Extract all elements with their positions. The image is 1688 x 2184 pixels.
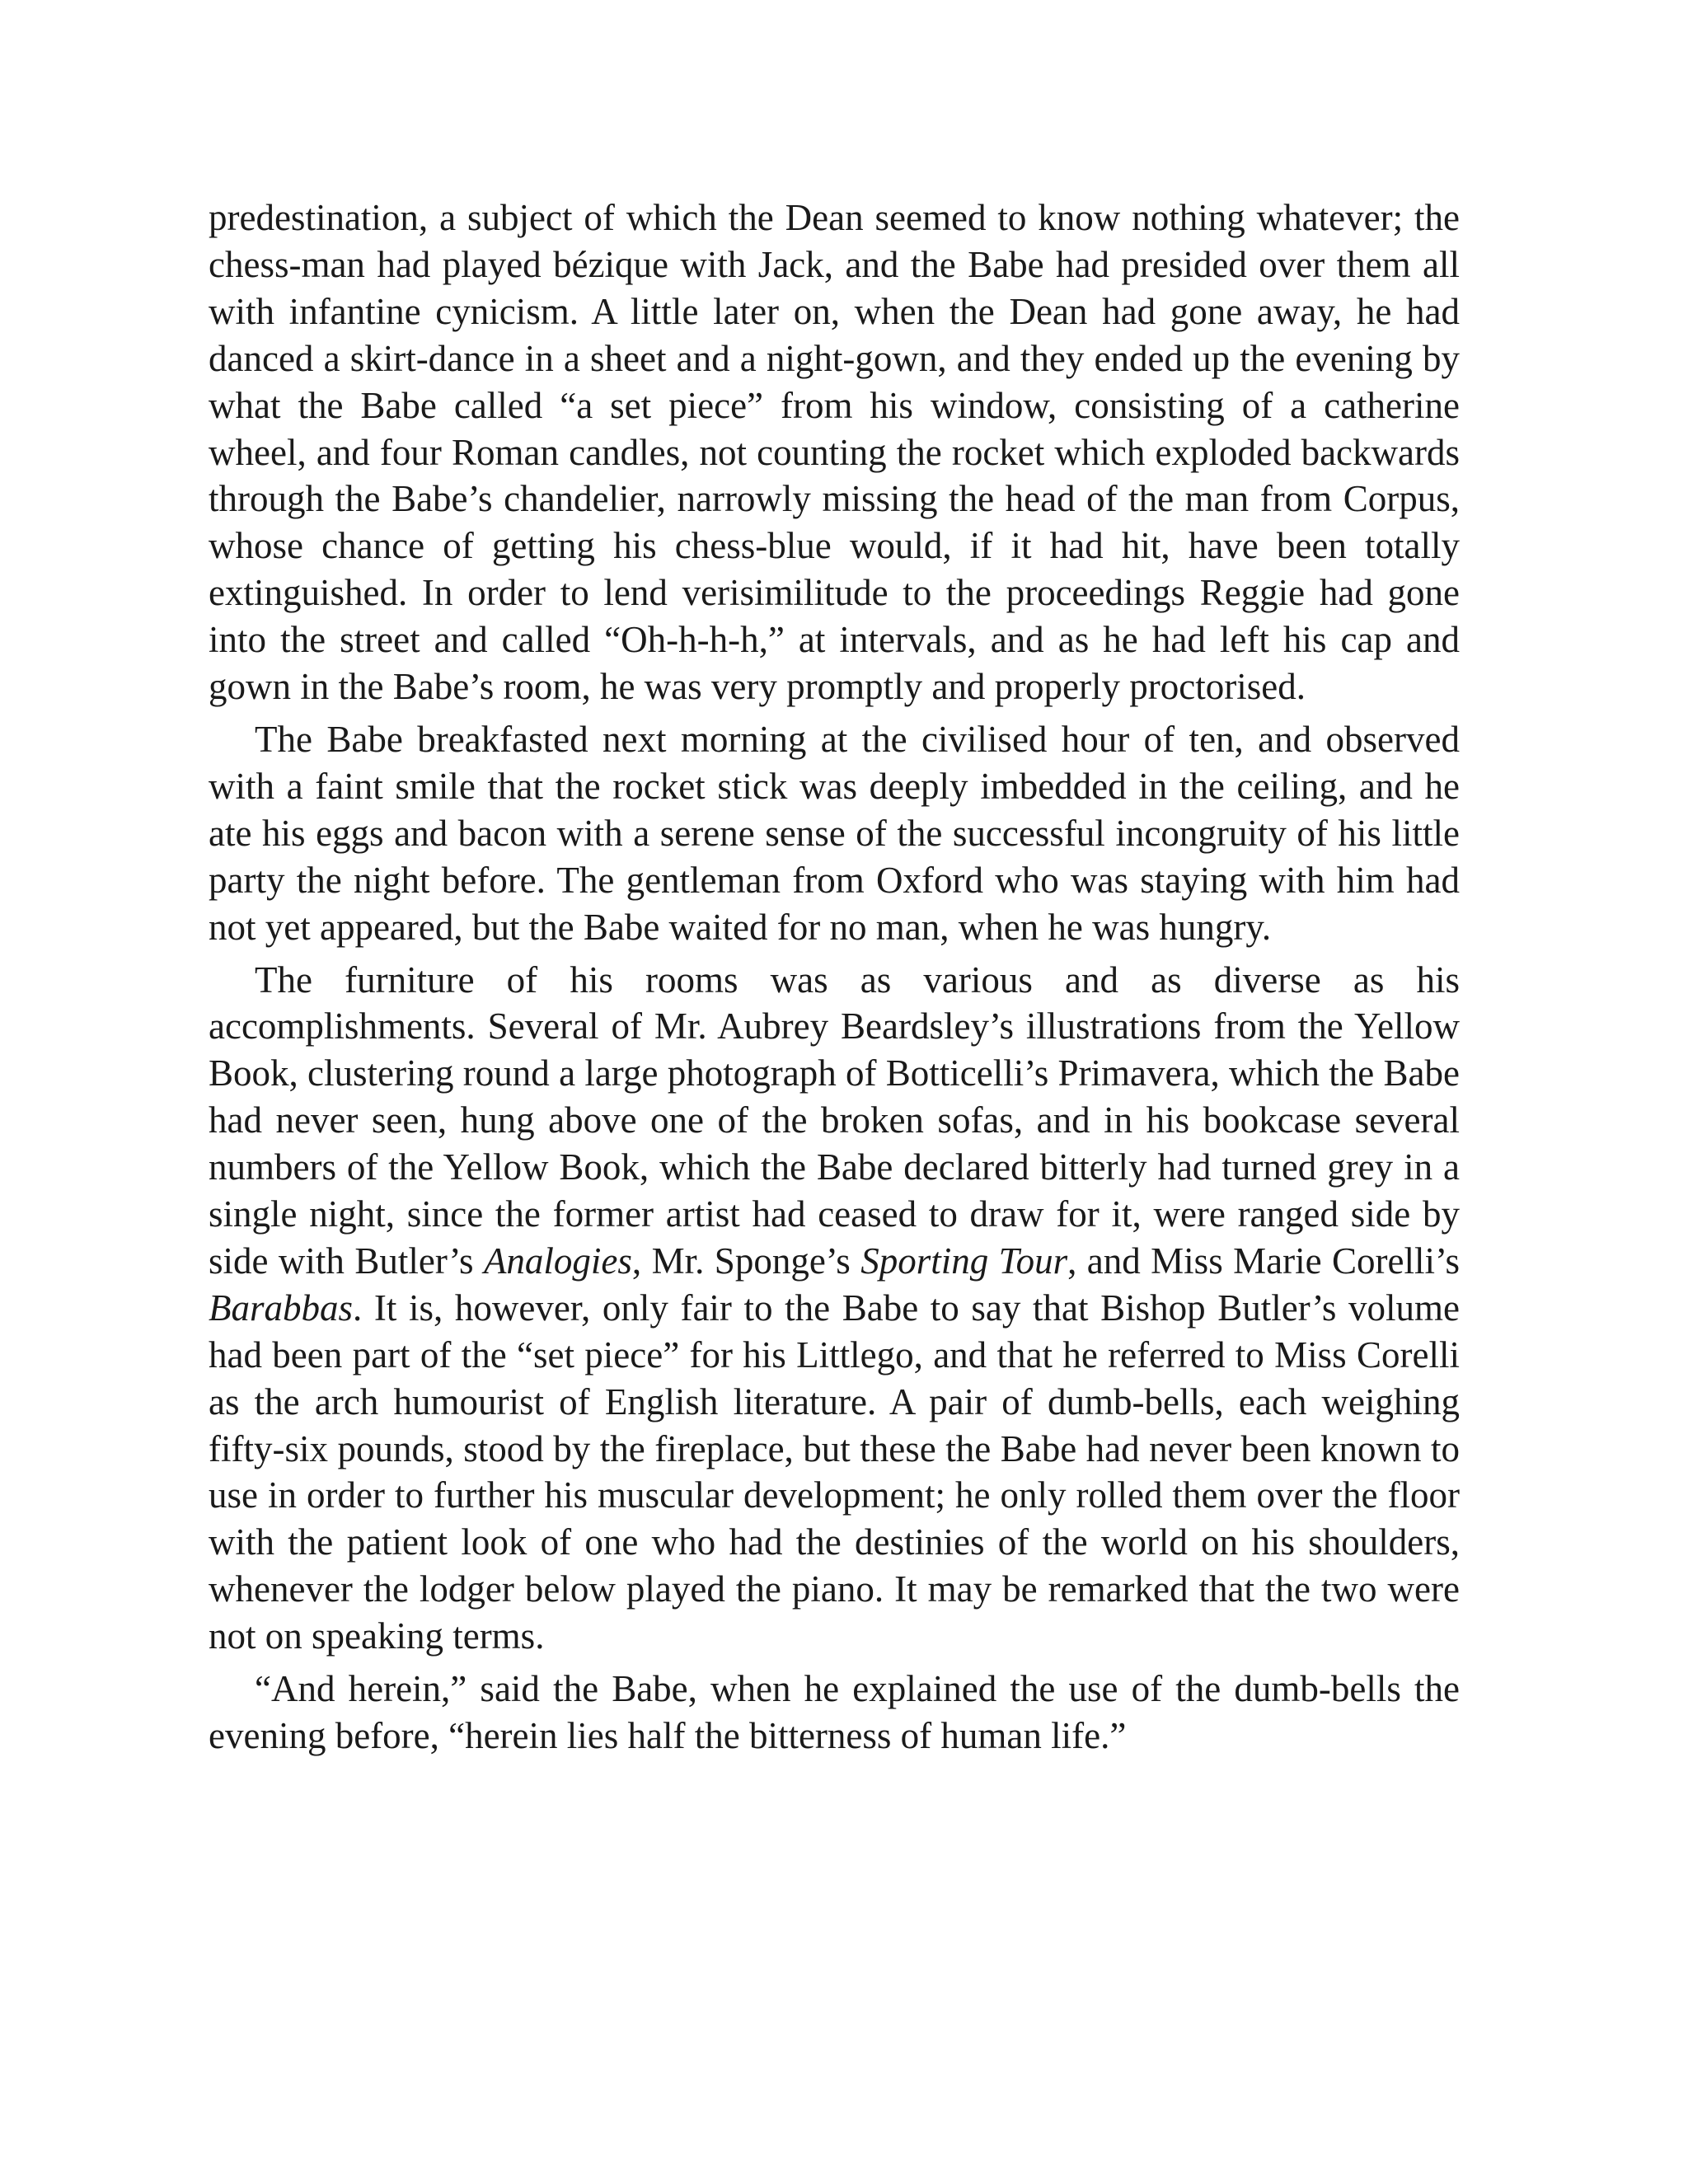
book-title-italic: Analogies: [483, 1240, 632, 1282]
book-page: [209, 194, 1460, 1760]
paragraph: [209, 957, 1460, 1661]
paragraph: [209, 1666, 1460, 1760]
paragraph-text: The Babe breakfasted next morning at the civilised hour of ten, and observed with a faint smile that the rocket stick was deeply imbedded in the ceiling, and he ate his eggs and bacon with a serene sense of the successful incongruity of his little party the night before. The gentleman from Oxford who was staying with him had not yet appeared, but the Babe waited for no man, when he was hungry.: [209, 718, 1460, 948]
paragraph-text: The furniture of his rooms was as various and as diverse as his accomplishments. Several of Mr. Aubrey Beardsley’s illustrations from the Yellow Book, clustering round a large photograph of Botticelli’s Primavera, which the Babe had never seen, hung above one of the broken sofas, and in his bookcase several numbers of the Yellow Book, which the Babe declared bitterly had turned grey in a single night, since the former artist had ceased to draw for it, were ranged side by side with Butler’s: [209, 958, 1460, 1282]
paragraph: [209, 194, 1460, 710]
paragraph-text: . It is, however, only fair to the Babe to say that Bishop Butler’s volume had been part of the “set piece” for his Littlego, and that he referred to Miss Corelli as the arch humourist of English literature. A pair of dumb-bells, each weighing fifty-six pounds, stood by the fireplace, but these the Babe had never been known to use in order to further his muscular development; he only rolled them over the floor with the patient look of one who had the destinies of the world on his shoulders, whenever the lodger below played the piano. It may be remarked that the two were not on speaking terms.: [209, 1286, 1460, 1657]
book-title-italic: Barabbas: [209, 1286, 354, 1329]
paragraph: [209, 716, 1460, 951]
paragraph-text: , Mr. Sponge’s: [631, 1240, 861, 1282]
paragraph-text: predestination, a subject of which the Dean seemed to know nothing whatever; the chess-man had played bézique with Jack, and the Babe had presided over them all with infantine cynicism. A little later on, when the Dean had gone away, he had danced a skirt-dance in a sheet and a night-gown, and they ended up the evening by what the Babe called “a set piece” from his window, consisting of a catherine wheel, and four Roman candles, not counting the rocket which exploded backwards through the Babe’s chandelier, narrowly missing the head of the man from Corpus, whose chance of getting his chess-blue would, if it had hit, have been totally extinguished. In order to lend verisimilitude to the proceedings Reggie had gone into the street and called “Oh-h-h-h,” at intervals, and as he had left his cap and gown in the Babe’s room, he was very promptly and properly proctorised.: [209, 197, 1460, 708]
book-title-italic: Sporting Tour: [860, 1240, 1068, 1282]
paragraph-text: , and Miss Marie Corelli’s: [1067, 1240, 1460, 1282]
paragraph-text: “And herein,” said the Babe, when he explained the use of the dumb-bells the evening before, “herein lies half the bitterness of human life.”: [209, 1668, 1460, 1756]
